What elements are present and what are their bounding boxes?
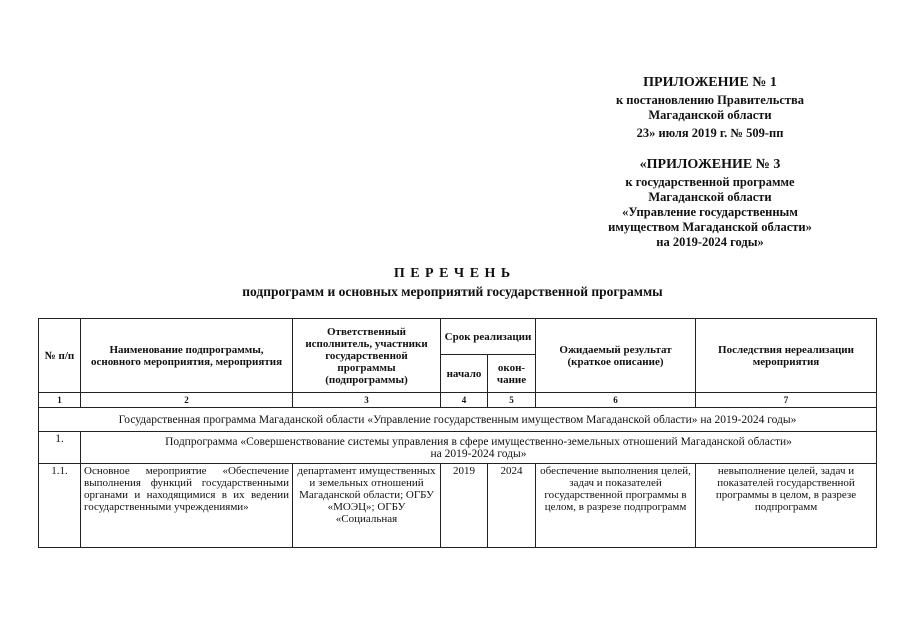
- row-num: 1.1.: [39, 464, 81, 548]
- subprogram-text: [81, 432, 877, 464]
- col-number: 1: [39, 393, 81, 408]
- header-executor: Ответственный исполнитель, участники государственной программы (подпрограммы): [293, 319, 441, 393]
- program-row: [39, 408, 877, 432]
- col-number: 2: [81, 393, 293, 408]
- program-appendix-line: на 2019-2024 годы»: [656, 235, 764, 249]
- row-start: 2019: [441, 464, 488, 548]
- appendix-title: ПРИЛОЖЕНИЕ № 1: [643, 75, 777, 90]
- subprogram-num: 1.: [39, 432, 81, 464]
- col-number: 6: [536, 393, 696, 408]
- program-row-text: Государственная программа Магаданской области «Управление государственным имуществом Магаданской области» на 2019-2024 годы»: [39, 408, 877, 432]
- subprogram-row: [39, 432, 877, 464]
- program-appendix-line: к государственной программе: [625, 175, 795, 189]
- program-appendix-line: имуществом Магаданской области»: [608, 220, 812, 234]
- program-appendix-header: [560, 157, 860, 250]
- program-appendix-line: «Управление государственным: [622, 205, 798, 219]
- header-name: Наименование подпрограммы, основного мероприятия, мероприятия: [81, 319, 293, 393]
- header-end: окон-чание: [488, 355, 536, 393]
- header-result: Ожидаемый результат (краткое описание): [536, 319, 696, 393]
- col-number: 7: [696, 393, 877, 408]
- header-term: Срок реализации: [441, 319, 536, 355]
- programs-table: [38, 318, 877, 548]
- row-consequences: невыполнение целей, задач и показателей государственной программы в целом, в разрезе подпрограмм: [696, 464, 877, 548]
- subprogram-text-line: на 2019-2024 годы»: [430, 447, 527, 460]
- appendix-date: 23» июля 2019 г. № 509-пп: [636, 126, 784, 140]
- doc-title: П Е Р Е Ч Е Н Ь: [393, 266, 512, 281]
- col-number: 3: [293, 393, 441, 408]
- row-name: Основное мероприятие «Обеспечение выполнения функций государственными органами и находящимися в их ведении государственными учреждениями»: [81, 464, 293, 548]
- doc-subtitle: подпрограмм и основных мероприятий государственной программы: [242, 284, 663, 299]
- appendix-line: Магаданской области: [648, 108, 772, 122]
- row-executor: департамент имущественных и земельных отношений Магаданской области; ОГБУ «МОЭЦ»; ОГБУ «Социальная: [293, 464, 441, 548]
- row-end: 2024: [488, 464, 536, 548]
- column-numbers-row: [39, 393, 877, 408]
- header-start: начало: [441, 355, 488, 393]
- header-num: № п/п: [39, 319, 81, 393]
- program-appendix-title: «ПРИЛОЖЕНИЕ № 3: [639, 157, 781, 172]
- program-appendix-line: Магаданской области: [648, 190, 772, 204]
- header-consequences: Последствия нереализации мероприятия: [696, 319, 877, 393]
- appendix-line: к постановлению Правительства: [615, 93, 805, 107]
- appendix-header: [560, 75, 860, 141]
- row-result: обеспечение выполнения целей, задач и показателей государственной программы в целом, в разрезе подпрограмм: [536, 464, 696, 548]
- col-number: 5: [488, 393, 536, 408]
- subprogram-text-line: Подпрограмма «Совершенствование системы управления в сфере имущественно-земельных отношений Магаданской области»: [165, 435, 792, 448]
- col-number: 4: [441, 393, 488, 408]
- table-row: [39, 464, 877, 548]
